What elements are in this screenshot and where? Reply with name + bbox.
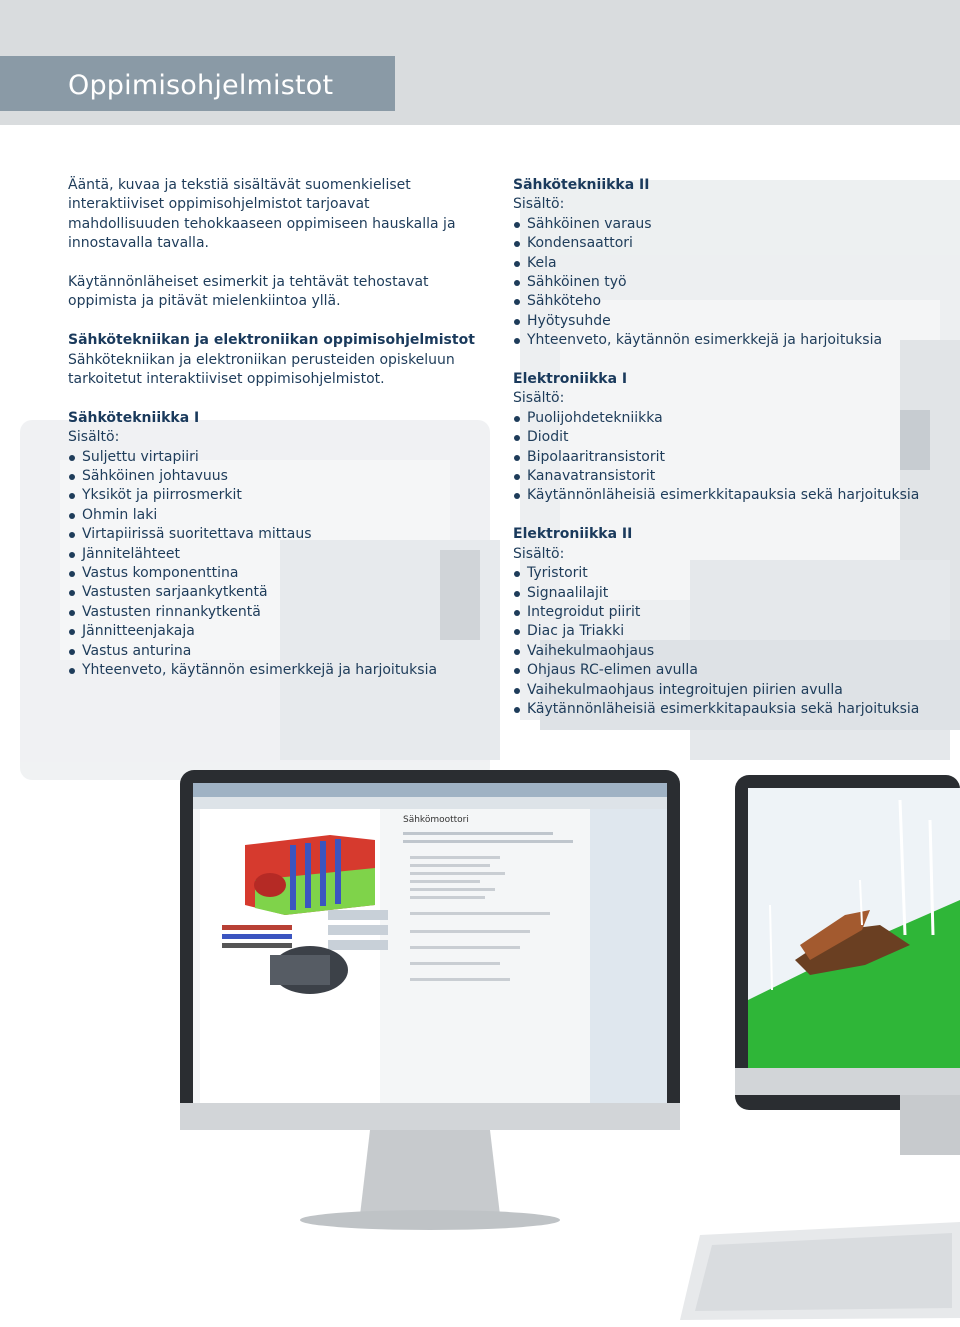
contents-label: Sisältö: [513, 196, 565, 213]
section-heading: Sähkötekniikan ja elektroniikan oppimisohjelmistot [68, 332, 475, 349]
contents-label: Sisältö: [513, 545, 565, 562]
page-title: Oppimisohjelmistot [68, 70, 334, 101]
list-item: Vaihekulmaohjaus integroitujen piirien avulla [513, 681, 953, 700]
course-title-elektroniikka-1: Elektroniikka I [513, 371, 628, 388]
list-item: Vastusten sarjaankytkentä [68, 583, 478, 602]
list-item: Integroidut piirit [513, 603, 953, 622]
list-item: Sähköteho [513, 292, 953, 311]
contents-label: Sisältö: [68, 429, 120, 446]
list-item: Käytännönläheisiä esimerkkitapauksia sekä harjoituksia [513, 700, 953, 719]
course-items-list [513, 564, 953, 719]
list-item: Bipolaaritransistorit [513, 448, 953, 467]
list-item: Jännitelähteet [68, 545, 478, 564]
list-item: Kanavatransistorit [513, 467, 953, 486]
list-item: Sähköinen varaus [513, 215, 953, 234]
course-title-elektroniikka-2: Elektroniikka II [513, 526, 633, 543]
course-title-sahkotekniikka-1: Sähkötekniikka I [68, 409, 200, 426]
course-title-sahkotekniikka-2: Sähkötekniikka II [513, 177, 650, 193]
course-items-list [68, 448, 478, 681]
list-item: Kela [513, 254, 953, 273]
list-item: Kondensaattori [513, 234, 953, 253]
left-column [68, 176, 478, 681]
monitor-left-image [180, 770, 680, 1230]
list-item: Hyötysuhde [513, 312, 953, 331]
contents-label: Sisältö: [513, 390, 565, 407]
screen-heading: Sähkömoottori [403, 815, 469, 825]
monitor-right-image [735, 775, 960, 1155]
list-item: Ohjaus RC-elimen avulla [513, 661, 953, 680]
list-item: Vastusten rinnankytkentä [68, 603, 478, 622]
list-item: Käytännönläheisiä esimerkkitapauksia sekä harjoituksia [513, 486, 953, 505]
list-item: Yhteenveto, käytännön esimerkkejä ja harjoituksia [68, 661, 478, 680]
list-item: Yksiköt ja piirrosmerkit [68, 486, 478, 505]
list-item: Vastus komponenttina [68, 564, 478, 583]
list-item: Ohmin laki [68, 506, 478, 525]
list-item: Suljettu virtapiiri [68, 448, 478, 467]
list-item: Vastus anturina [68, 642, 478, 661]
right-column [513, 176, 953, 719]
list-item: Diodit [513, 428, 953, 447]
list-item: Puolijohdetekniikka [513, 409, 953, 428]
list-item: Diac ja Triakki [513, 622, 953, 641]
keyboard-image [680, 1222, 960, 1320]
list-item: Jännitteenjakaja [68, 622, 478, 641]
list-item: Yhteenveto, käytännön esimerkkejä ja harjoituksia [513, 331, 953, 350]
intro-paragraph-2: Käytännönläheiset esimerkit ja tehtävät tehostavat oppimista ja pitävät mielenkiintoa yllä. [68, 274, 429, 310]
course-items-list [513, 215, 953, 351]
list-item: Signaalilajit [513, 584, 953, 603]
list-item: Tyristorit [513, 564, 953, 583]
list-item: Vaihekulmaohjaus [513, 642, 953, 661]
list-item: Virtapiirissä suoritettava mittaus [68, 525, 478, 544]
section-description: Sähkötekniikan ja elektroniikan perusteiden opiskeluun tarkoitetut interaktiiviset oppimisohjelmistot. [68, 351, 455, 388]
intro-paragraph-1: Ääntä, kuvaa ja tekstiä sisältävät suomenkieliset interaktiiviset oppimisohjelmistot tarjoavat mahdollisuuden tehokkaaseen oppimiseen hauskalla ja innostavalla tavalla. [68, 177, 456, 252]
list-item: Sähköinen työ [513, 273, 953, 292]
course-items-list [513, 409, 953, 506]
list-item: Sähköinen johtavuus [68, 467, 478, 486]
